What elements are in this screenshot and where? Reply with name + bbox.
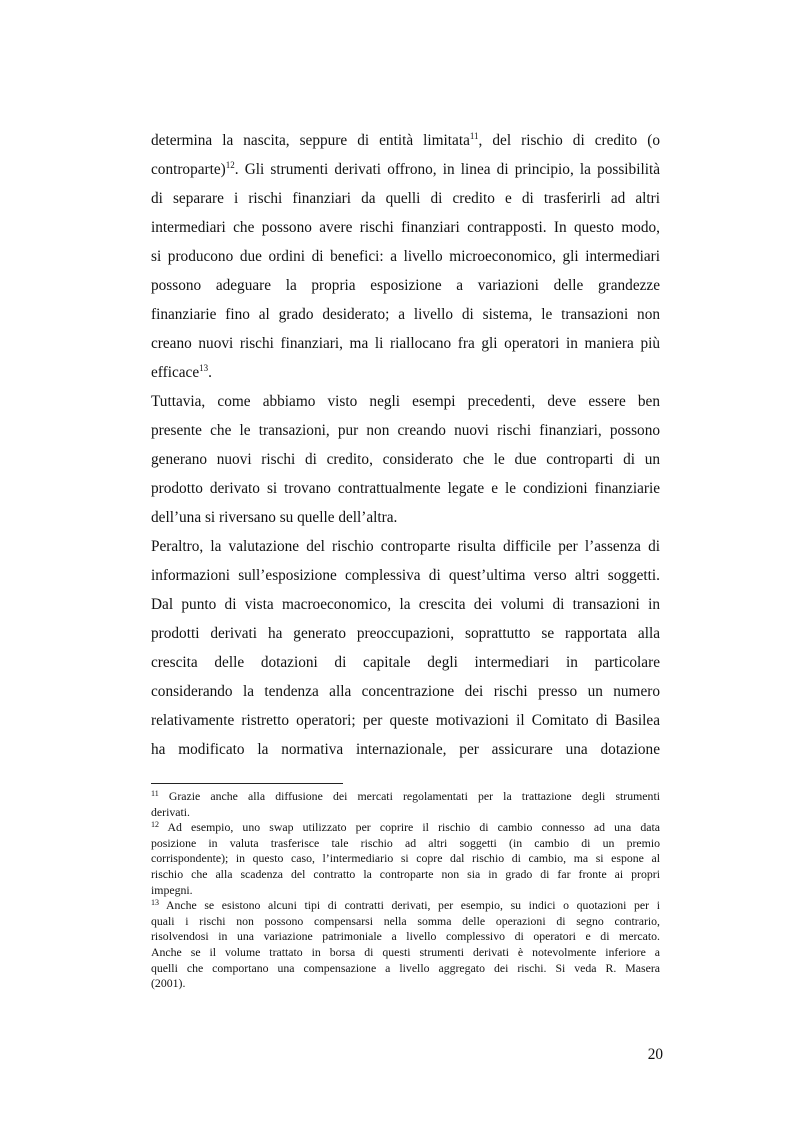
footnote-line: rischio che alla scadenza del contratto la controparte non sia in grado di far fronte ai propri	[151, 866, 660, 881]
text-line: di separare i rischi finanziari da quelli di credito e di trasferirli ad altri	[151, 190, 660, 207]
text-line: finanziarie fino al grado desiderato; a livello di sistema, le transazioni non	[151, 306, 660, 323]
body-text	[151, 126, 660, 764]
footnote-number: 13	[151, 898, 159, 908]
text-line: intermediari che possono avere rischi finanziari contrapposti. In questo modo,	[151, 219, 660, 236]
footnote-ref-13[interactable]: 13	[199, 363, 209, 373]
text-line: relativamente ristretto operatori; per queste motivazioni il Comitato di Basilea	[151, 712, 660, 729]
text-line: si producono due ordini di benefici: a livello microeconomico, gli intermediari	[151, 248, 660, 265]
text-line: controparte)$^{12}$. Gli strumenti derivati offrono, in linea di principio, la possibilità	[151, 160, 660, 178]
footnote-line: impegni.	[151, 882, 193, 897]
text-line: creano nuovi rischi finanziari, ma li riallocano fra gli operatori in maniera più	[151, 335, 660, 352]
footnote-line: corrispondente); in questo caso, l’intermediario si copre dal rischio di cambio, ma si espone al	[151, 851, 660, 866]
text-line: crescita delle dotazioni di capitale degli intermediari in particolare	[151, 654, 660, 671]
text-line: informazioni sull’esposizione complessiva di quest’ultima verso altri soggetti.	[151, 567, 660, 584]
footnote-line: quali i rischi non possono compensarsi nella somma delle operazioni di segno contrario,	[151, 913, 660, 928]
footnote-divider	[151, 783, 343, 784]
footnote-number: 12	[151, 820, 159, 830]
footnote-number: 11	[151, 789, 159, 798]
page-number: 20	[647, 1046, 663, 1063]
footnote-13: $^{13}$ Anche se esistono alcuni tipi di contratti derivati, per esempio, su indici o quotazioni per i	[151, 898, 660, 913]
text-line: possono adeguare la propria esposizione a variazioni delle grandezze	[151, 277, 660, 294]
footnote-line: posizione in valuta trasferisce tale rischio ad altri soggetti (in cambio di un premio	[151, 835, 660, 850]
footnote-line: derivati.	[151, 804, 190, 819]
footnote-ref-11[interactable]: 11	[469, 131, 479, 141]
text-line: dell’una si riversano su quelle dell’altra.	[151, 509, 398, 526]
footnote-line: (2001).	[151, 976, 186, 991]
text-line: presente che le transazioni, pur non creando nuovi rischi finanziari, possono	[151, 422, 660, 439]
text-line: Dal punto di vista macroeconomico, la crescita dei volumi di transazioni in	[151, 596, 660, 613]
text-line: prodotto derivato si trovano contrattualmente legate e le condizioni finanziarie	[151, 480, 660, 497]
text-line: prodotti derivati ha generato preoccupazioni, soprattutto se rapportata alla	[151, 625, 660, 642]
text-line: determina la nascita, seppure di entità limitata$^{11}$, del rischio di credito (o	[151, 131, 660, 149]
footnote-11: $^{11}$ Grazie anche alla diffusione dei mercati regolamentati per la trattazione degli strumenti	[151, 789, 660, 803]
text-line: ha modificato la normativa internazionale, per assicurare una dotazione	[151, 741, 660, 758]
text-line: considerando la tendenza alla concentrazione dei rischi presso un numero	[151, 683, 660, 700]
footnote-line: risolvendosi in una variazione patrimoniale a livello complessivo di operatori e di mercato.	[151, 929, 660, 944]
footnote-12: $^{12}$ Ad esempio, uno swap utilizzato per coprire il rischio di cambio connesso ad una data	[151, 820, 660, 835]
footnotes	[151, 789, 660, 992]
text-line: generano nuovi rischi di credito, considerato che le due controparti di un	[151, 451, 660, 468]
text-line: Tuttavia, come abbiamo visto negli esempi precedenti, deve essere ben	[151, 393, 660, 410]
text-line: Peraltro, la valutazione del rischio controparte risulta difficile per l’assenza di	[151, 538, 660, 555]
footnote-line: Anche se il volume trattato in borsa di questi strumenti derivati è notevolmente inferiore a	[151, 944, 660, 959]
footnote-line: quelli che comportano una compensazione a livello aggregato dei rischi. Si veda R. Masera	[151, 960, 660, 975]
text-line: efficace$^{13}$.	[151, 363, 212, 381]
footnote-ref-12[interactable]: 12	[225, 160, 235, 170]
